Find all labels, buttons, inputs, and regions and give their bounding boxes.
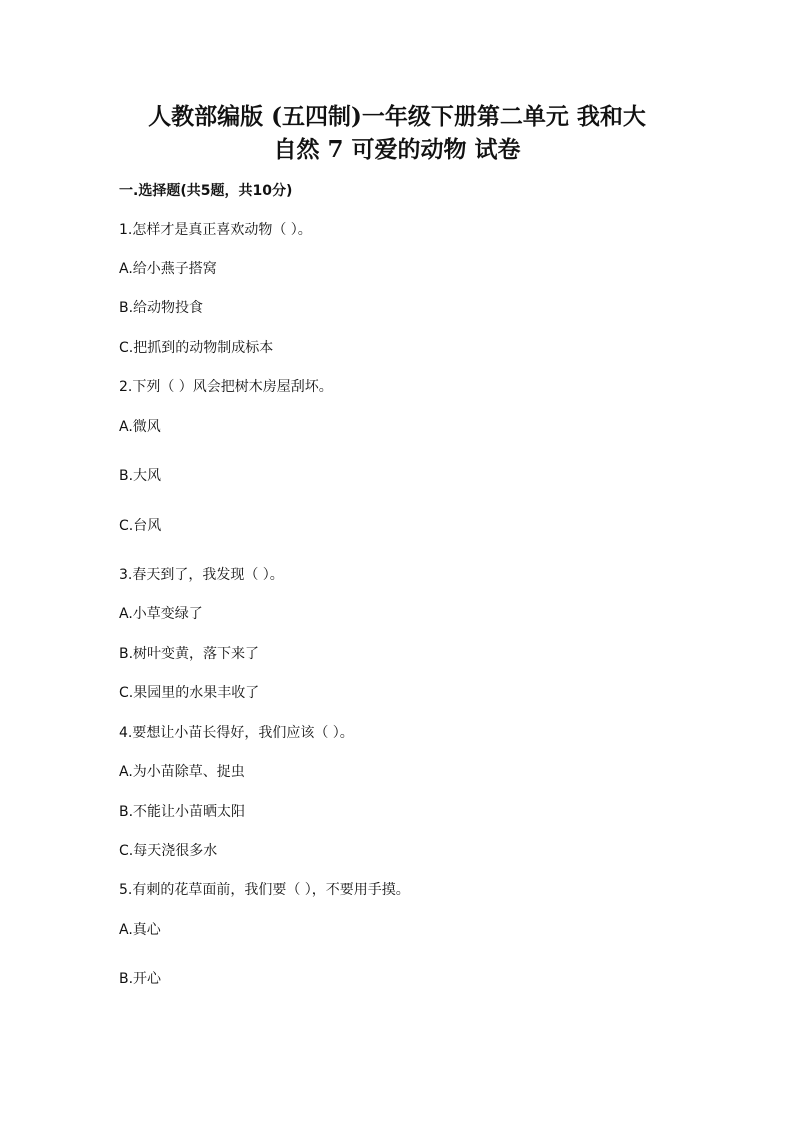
question-1-stem: 1.怎样才是真正喜欢动物（ ）。 [119, 222, 312, 238]
question-3-stem: 3.春天到了，我发现（ ）。 [119, 567, 284, 583]
question-4-option-c: C.每天浇很多水 [119, 843, 218, 859]
question-3-option-b: B.树叶变黄，落下来了 [119, 646, 260, 662]
question-3-option-a: A.小草变绿了 [119, 606, 203, 622]
question-1-option-c: C.把抓到的动物制成标本 [119, 340, 274, 356]
question-1-option-a: A.给小燕子搭窝 [119, 261, 217, 277]
question-2-option-a: A.微风 [119, 419, 161, 435]
question-4-option-a: A.为小苗除草、捉虫 [119, 764, 245, 780]
exam-title-line-1: 人教部编版 (五四制)一年级下册第二单元 我和大 [148, 103, 646, 130]
question-2-option-b: B.大风 [119, 468, 162, 484]
question-5-stem: 5.有刺的花草面前，我们要（ ），不要用手摸。 [119, 882, 410, 898]
question-4-option-b: B.不能让小苗晒太阳 [119, 804, 246, 820]
question-4-stem: 4.要想让小苗长得好，我们应该（ ）。 [119, 725, 354, 741]
question-2-option-c: C.台风 [119, 518, 162, 534]
question-5-option-b: B.开心 [119, 971, 162, 987]
question-5-option-a: A.真心 [119, 922, 161, 938]
question-2-stem: 2.下列（ ）风会把树木房屋刮坏。 [119, 379, 333, 395]
question-1-option-b: B.给动物投食 [119, 300, 204, 316]
exam-title-line-2: 自然 7 可爱的动物 试卷 [273, 136, 521, 163]
question-3-option-c: C.果园里的水果丰收了 [119, 685, 260, 701]
section-heading: 一.选择题(共5题，共10分) [119, 183, 293, 199]
